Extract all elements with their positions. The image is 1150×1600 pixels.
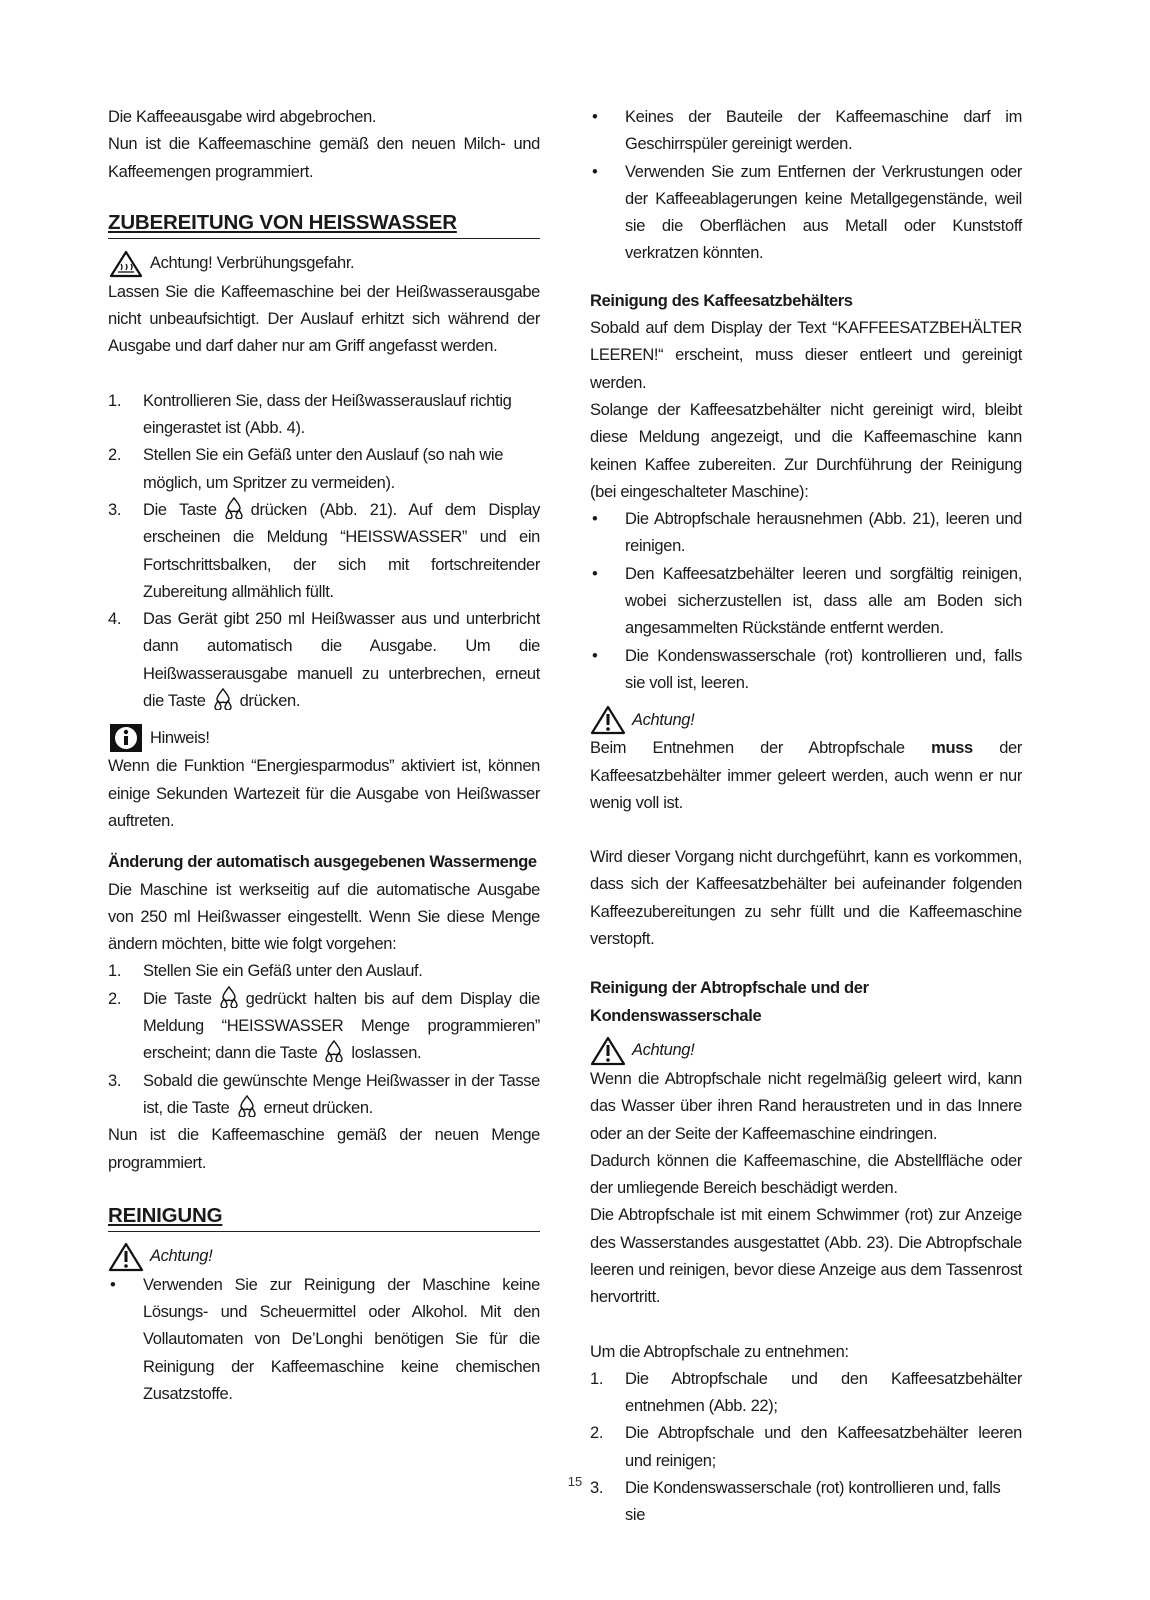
list-item: 3. Die Taste drücken (Abb. 21). Auf dem Display erscheinen die Meldung “HEISSWASSER” und ein Fortschrittsbalken, der sich mit fortschreitender Zubereitung allmählich füllt. <box>108 497 540 606</box>
drip-steps <box>590 1366 1022 1530</box>
list-item: 2. Stellen Sie ein Gefäß unter den Auslauf (so nah wie möglich, um Spritzer zu vermeiden). <box>108 446 504 492</box>
burn-warning-label: Achtung! Verbrühungsgefahr. <box>150 254 355 273</box>
subheading-grounds-container: Reinigung des Kaffeesatzbehälters <box>590 291 853 310</box>
grounds-warning-text: Beim Entnehmen der Abtropfschale muss der Kaffeesatzbehälter immer geleert werden, auch wenn er nur wenig voll ist. <box>590 739 1023 812</box>
hot-water-button-icon <box>218 986 240 1008</box>
right-column <box>590 104 1022 1530</box>
burn-warning-text: Lassen Sie die Kaffeemaschine bei der Heißwasserausgabe nicht unbeaufsichtigt. Der Auslauf erhitzt sich während der Ausgabe und darf daher nur am Griff angefasst werden. <box>108 282 540 356</box>
list-item: 3. Die Kondenswasserschale (rot) kontrollieren und, falls sie <box>590 1479 1001 1525</box>
grounds-warning-text-2: Wird dieser Vorgang nicht durchgeführt, kann es vorkommen, dass sich der Kaffeesatzbehälter bei aufeinander folgenden Kaffeezubereitungen zu sehr füllt und die Kaffeemaschine verstopft. <box>590 848 1022 949</box>
hot-water-steps <box>108 388 540 716</box>
hint-label: Hinweis! <box>150 728 210 747</box>
list-item: 4. Das Gerät gibt 250 ml Heißwasser aus und unterbricht dann automatisch die Ausgabe. Um die Heißwasserausgabe manuell zu unterbrechen, erneut die Taste drücken. <box>108 610 540 711</box>
change-amount-text: Die Maschine ist werkseitig auf die automatische Ausgabe von 250 ml Heißwasser eingestellt. Wenn Sie diese Menge ändern möchten, bitte wie folgt vorgehen: <box>108 880 540 954</box>
hint-text: Wenn die Funktion “Energiesparmodus” aktiviert ist, können einige Sekunden Wartezeit für die Ausgabe von Heißwasser auftreten. <box>108 757 540 830</box>
subheading-drip-tray: Reinigung der Abtropfschale und der Kondenswasserschale <box>590 979 869 1025</box>
list-item: • Verwenden Sie zum Entfernen der Verkrustungen oder der Kaffeeablagerungen keine Metallgegenstände, weil sie die Oberflächen aus Metall oder Kunststoff verkratzen könnten. <box>592 162 1022 263</box>
drip-text-2: Dadurch können die Kaffeemaschine, die Abstellfläche oder der umliegende Bereich beschädigt werden. <box>590 1151 1022 1198</box>
list-item: • Verwenden Sie zur Reinigung der Maschine keine Lösungs- und Scheuermittel oder Alkohol. Mit den Vollautomaten von De’Longhi benötigen Sie für die Reinigung der Kaffeemaschine keine chemischen Zusatzstoffe. <box>110 1275 540 1403</box>
grounds-text-1: Sobald auf dem Display der Text “KAFFEESATZBEHÄLTER LEEREN!“ erscheint, muss dieser entleert und gereinigt werden. <box>590 319 1022 392</box>
warning-icon <box>590 705 626 735</box>
grounds-bullets <box>590 506 1022 697</box>
warning-icon <box>108 1242 144 1272</box>
hot-surface-warning-icon <box>108 249 144 279</box>
page-number: 15 <box>567 1474 583 1489</box>
grounds-warning <box>590 705 1022 735</box>
cleaning-warning <box>108 1242 540 1272</box>
list-item: • Keines der Bauteile der Kaffeemaschine darf im Geschirrspüler gereinigt werden. <box>592 108 1022 154</box>
drip-text-1: Wenn die Abtropfschale nicht regelmäßig geleert wird, kann das Wasser über ihren Rand heraustreten und in das Innere oder an der Seite der Kaffeemaschine eindringen. <box>590 1069 1022 1143</box>
list-item: • Den Kaffeesatzbehälter leeren und sorgfältig reinigen, wobei sicherzustellen ist, dass alle am Boden sich angesammelten Rückstände entfernt werden. <box>592 564 1022 638</box>
intro-line-1: Die Kaffeeausgabe wird abgebrochen. <box>108 108 377 126</box>
drip-intro: Um die Abtropfschale zu entnehmen: <box>590 1342 849 1361</box>
list-item: • Die Kondenswasserschale (rot) kontrollieren und, falls sie voll ist, leeren. <box>592 646 1022 692</box>
hint-notice <box>108 723 540 753</box>
list-item: 1. Die Abtropfschale und den Kaffeesatzbehälter entnehmen (Abb. 22); <box>590 1369 1022 1416</box>
left-column <box>108 104 540 1408</box>
drip-warning <box>590 1036 1022 1066</box>
warning-icon <box>590 1036 626 1066</box>
list-item: 1. Stellen Sie ein Gefäß unter den Auslauf. <box>108 962 423 981</box>
heading-hot-water: ZUBEREITUNG VON HEISSWASSER <box>108 208 540 239</box>
hot-water-button-icon <box>223 497 245 519</box>
cleaning-bullets-continued <box>590 104 1022 268</box>
drip-warning-label: Achtung! <box>632 1041 695 1060</box>
hot-water-button-icon <box>212 688 234 710</box>
hot-water-button-icon <box>323 1040 345 1062</box>
grounds-text-2: Solange der Kaffeesatzbehälter nicht gereinigt wird, bleibt diese Meldung angezeigt, und die Kaffeemaschine kann keinen Kaffee zubereiten. Zur Durchführung der Reinigung (bei eingeschalteter Maschine): <box>590 400 1022 501</box>
list-item: 1. Kontrollieren Sie, dass der Heißwasserauslauf richtig eingerastet ist (Abb. 4). <box>108 391 512 438</box>
burn-warning <box>108 249 540 279</box>
list-item: • Die Abtropfschale herausnehmen (Abb. 21), leeren und reinigen. <box>592 510 1022 556</box>
subheading-change-amount: Änderung der automatisch ausgegebenen Wassermenge <box>108 853 537 872</box>
heading-cleaning: REINIGUNG <box>108 1201 540 1232</box>
drip-text-3: Die Abtropfschale ist mit einem Schwimmer (rot) zur Anzeige des Wasserstandes ausgestattet (Abb. 23). Die Abtropfschale leeren und reinigen, bevor diese Anzeige aus dem Tassenrost hervortritt. <box>590 1206 1022 1307</box>
list-item: 2. Die Abtropfschale und den Kaffeesatzbehälter leeren und reinigen; <box>590 1424 1022 1470</box>
grounds-warning-label: Achtung! <box>632 710 695 729</box>
list-item: 2. Die Taste gedrückt halten bis auf dem Display die Meldung “HEISSWASSER Menge programmieren” erscheint; dann die Taste loslassen. <box>108 986 540 1068</box>
list-item: 3. Sobald die gewünschte Menge Heißwasser in der Tasse ist, die Taste erneut drücken. <box>108 1071 540 1117</box>
change-amount-steps <box>108 958 540 1122</box>
cleaning-bullets <box>108 1272 540 1408</box>
hot-water-button-icon <box>236 1095 258 1117</box>
change-amount-end: Nun ist die Kaffeemaschine gemäß der neuen Menge programmiert. <box>108 1126 540 1172</box>
intro-line-2: Nun ist die Kaffeemaschine gemäß den neuen Milch- und Kaffeemengen programmiert. <box>108 135 540 181</box>
info-icon <box>108 723 144 753</box>
cleaning-warning-label: Achtung! <box>150 1247 213 1266</box>
